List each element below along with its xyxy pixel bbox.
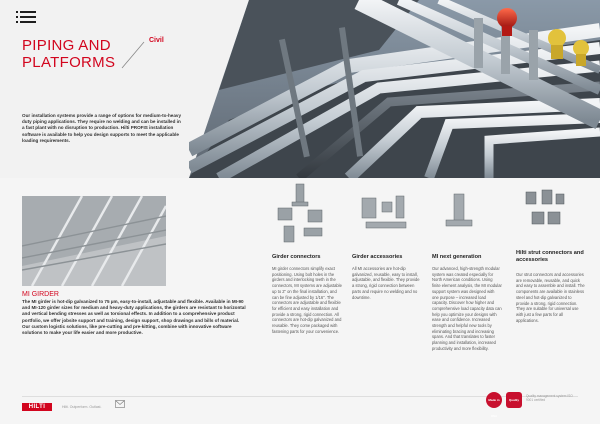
mi-girder-heading: MI GIRDER: [22, 291, 59, 298]
made-in-usa-badge: Made in USA: [486, 392, 502, 408]
product-body-girder-connectors: MI girder connectors simplify exact positioning. Using bolt holes in the girders and interlocking teeth in the connectors, MI systems are adjustable up to 2" on the final installation, and can be fine adjusted by 1/16". The connectors are adjustable and flexible for efficient and easy installation and provide a strong, rigid connection. All connectors are hot-dip galvanized and reusable. They come packaged with fastening parts for your convenience.: [272, 266, 342, 334]
product-title-girder-connectors: Girder connectors: [272, 254, 321, 260]
intro-text: Our installation systems provide a range of options for medium-to-heavy duty piping applications. They require no welding and can be installed in a fast plant with no disruption to production. Hilti PROFIS installation software is available to help you design supports to meet the applicable loading requirements.: [22, 113, 182, 143]
product-body-girder-accessories: All MI accessories are hot-dip galvanized, reusable, easy to install, adjustable, and flexible. They provide a strong, rigid connection between parts and require no welding and no downtime.: [352, 266, 420, 300]
mi-girder-photo: [22, 196, 166, 286]
mi-girder-description: The MI girder is hot-dip galvanized to 75 µm, easy-to-install, adjustable and flexible. Available in MI-90 and MI-120 girder sizes for medium and heavy-duty applications, the girders are resistant to horizontal and vertical bending stresses as well as torsional effects. In addition to a comprehensive product portfolio, we offer jobsite support and training, design support, shop drawings and bills of material. Our custom logistic solutions, like pre-cutting and pre-kitting, combine with innovative software solutions to make your life easier and more productive.: [22, 299, 246, 336]
footer-tagline: Hilti. Outperform. Outlast.: [62, 405, 102, 409]
mail-icon[interactable]: [115, 400, 125, 408]
title-line-1: PIPING AND: [22, 37, 111, 54]
product-title-strut-connectors: Hilti strut connectors and accessories: [516, 250, 584, 263]
certification-text: Quality management system ISO 9001 certified: [526, 394, 573, 403]
hilti-logo: HILTI: [22, 403, 52, 411]
page-title: [22, 37, 115, 71]
top-section: [0, 0, 600, 178]
product-body-strut-connectors: Our strut connectors and accessories are removable, reusable, and quick and easy to assemble and install. The components are available in stainless steel and hot-dip galvanized to provide a strong, rigid connection. They are suitable for universal use with just a few parts for all applications.: [516, 272, 585, 323]
quality-badge: Quality: [506, 392, 522, 408]
girder-connectors-image: [274, 180, 332, 248]
title-slash: [118, 41, 148, 69]
girder-accessories-image: [356, 190, 416, 240]
menu-icon[interactable]: [20, 11, 36, 23]
category-label: Civil: [149, 37, 164, 44]
mi-next-generation-image: [440, 190, 480, 240]
title-line-2: PLATFORMS: [22, 54, 116, 71]
pipe-rack-photo: [189, 0, 600, 178]
product-title-girder-accessories: Girder accessories: [352, 254, 403, 260]
product-title-mi-next-generation: MI next generation: [432, 254, 482, 260]
strut-connectors-image: [520, 186, 570, 236]
product-body-mi-next-generation: Our advanced, high-strength modular system was created especially for North American conditions. Using finite element analysis, the MI modular support system was designed with one purpose – increased load capacity. Discover how higher and comprehensive load capacity data can help you optimize your designs with ease and confidence. Increased strength and helpful new tools by eliminating bracing and increasing spans. And that translates to faster planning and installation, increased productivity and more flexibility.: [432, 266, 502, 351]
